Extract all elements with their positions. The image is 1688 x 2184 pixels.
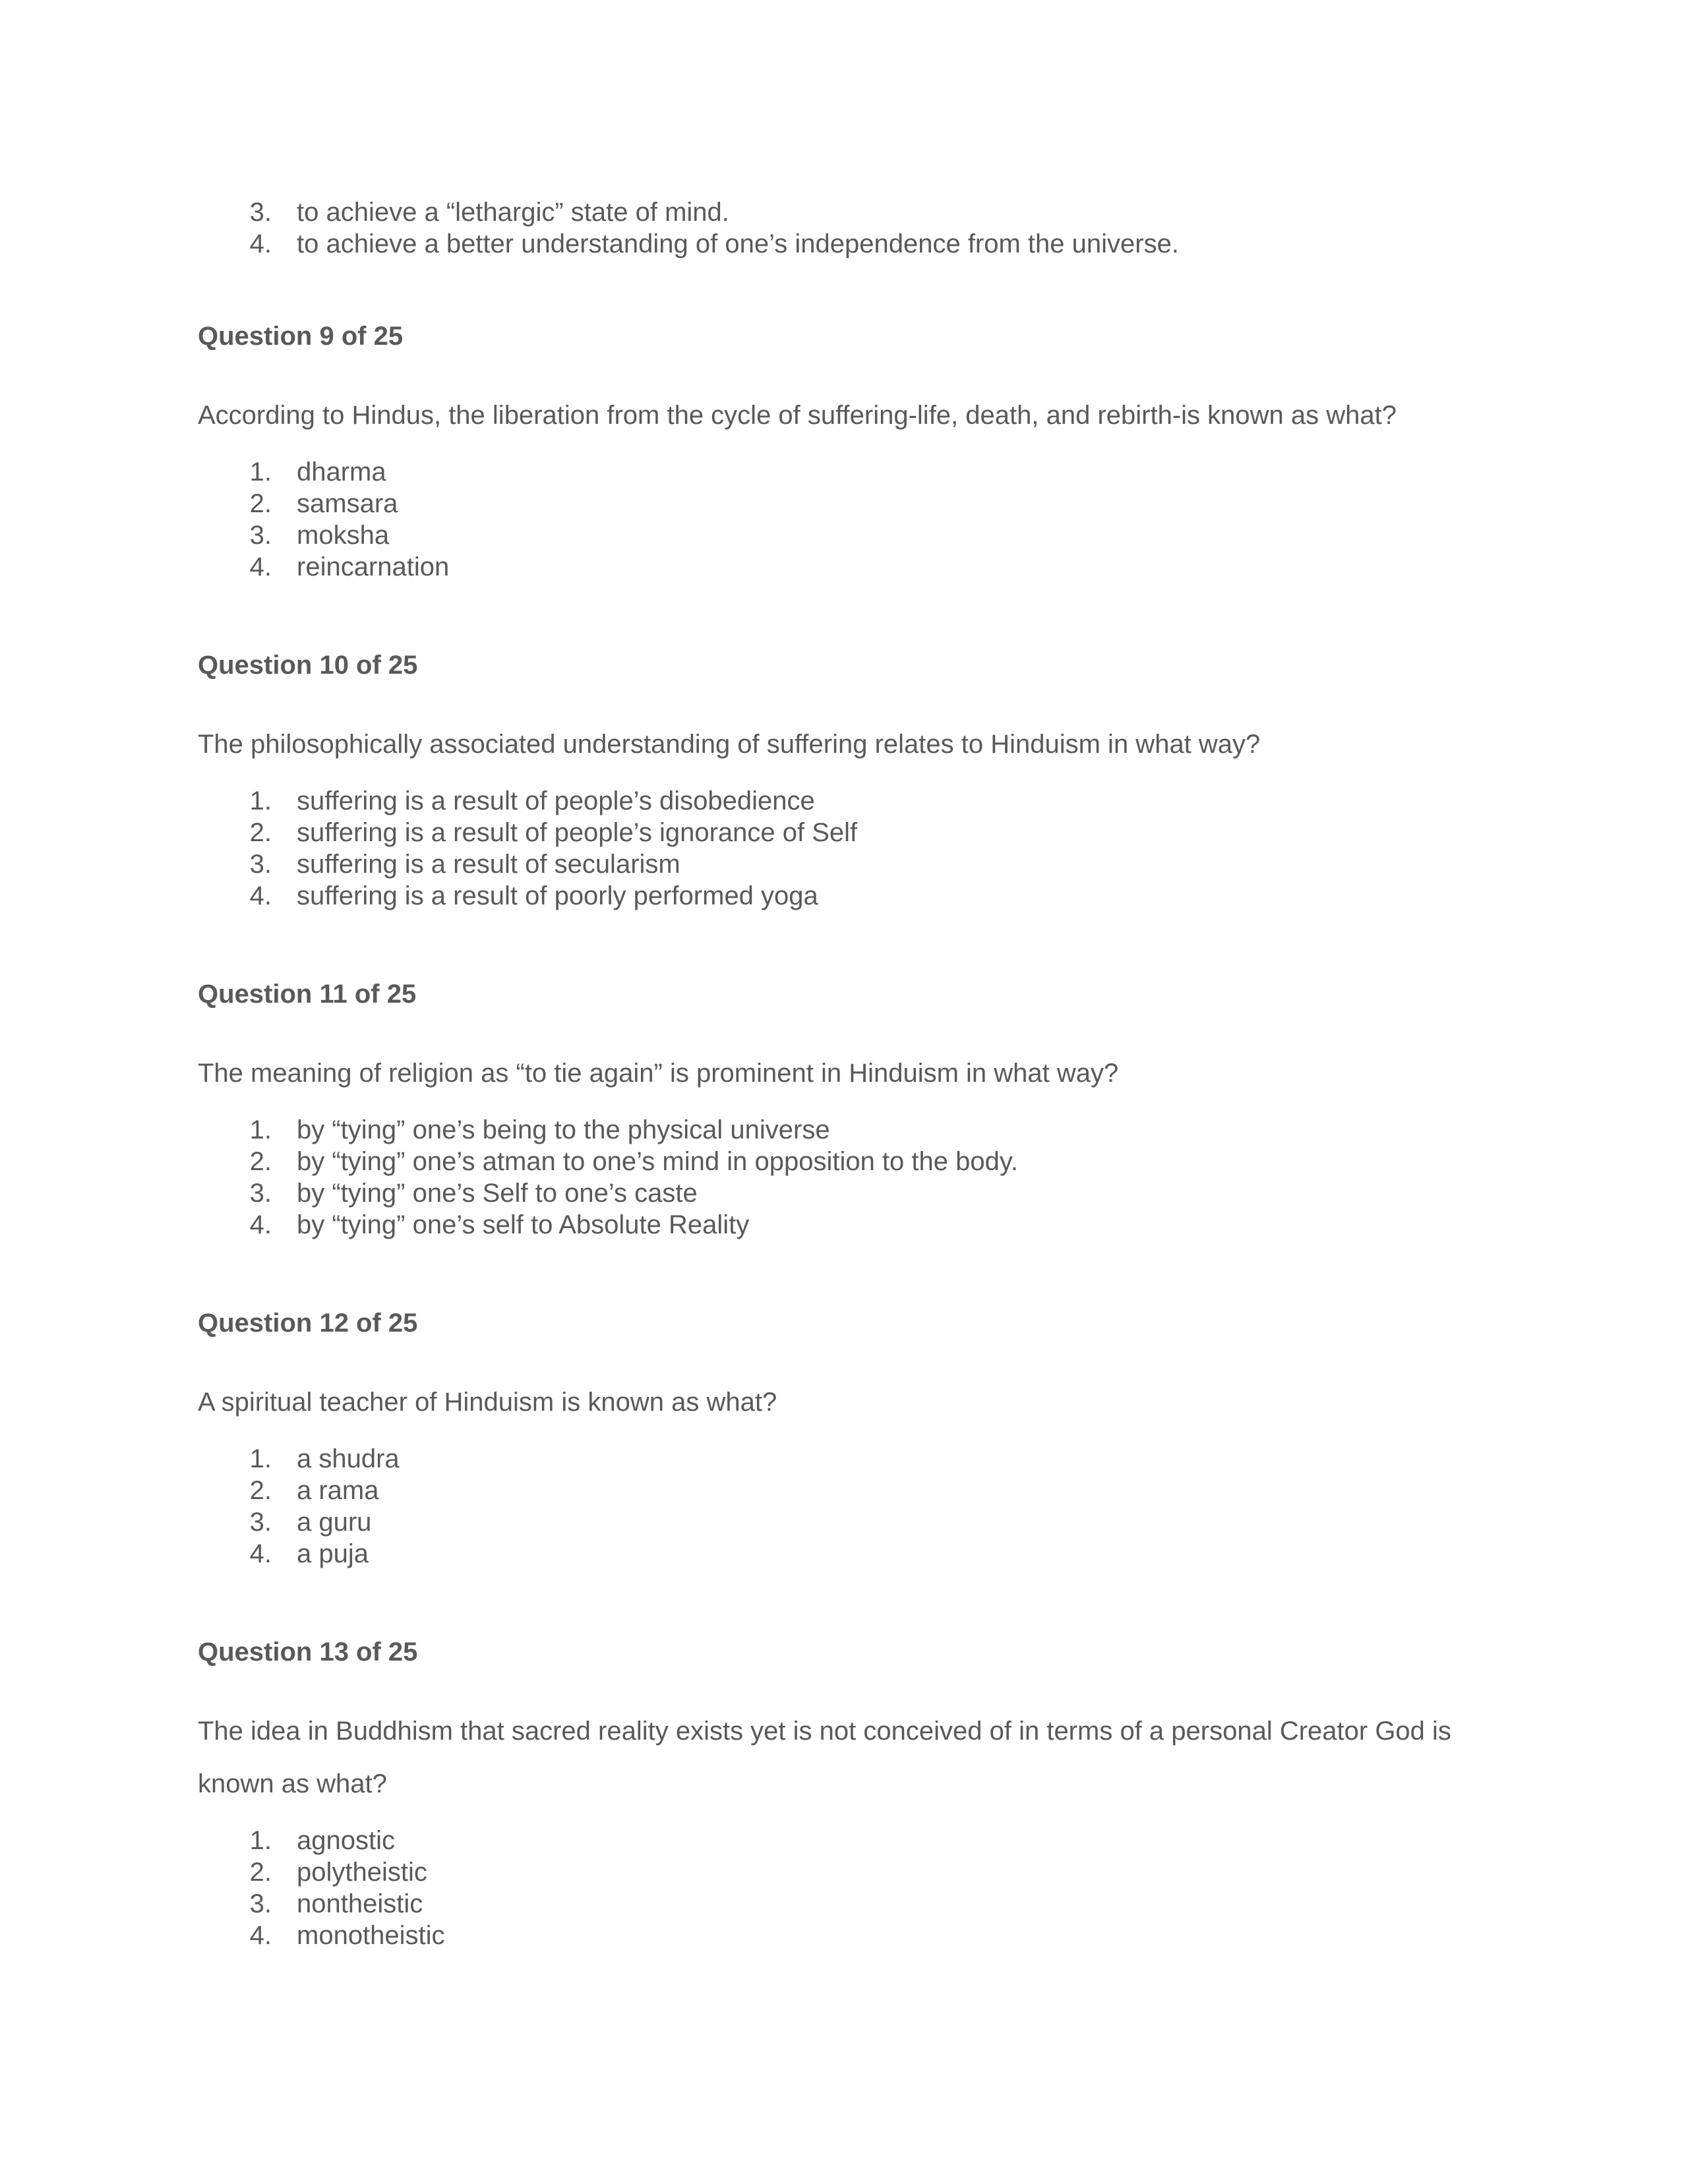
option-item (198, 1443, 1517, 1475)
option-text: by “tying” one’s self to Absolute Reality (297, 1210, 750, 1239)
question-heading: Question 10 of 25 (198, 651, 418, 680)
option-item (198, 1475, 1517, 1506)
option-text: dharma (297, 457, 386, 487)
question-text: The meaning of religion as “to tie again” is prominent in Hinduism in what way? (198, 1059, 1119, 1088)
option-number: 3. (249, 198, 272, 227)
option-list (198, 196, 1517, 260)
option-item (198, 1920, 1517, 1951)
option-text: agnostic (297, 1826, 395, 1855)
option-number: 1. (249, 1444, 272, 1473)
option-item (198, 228, 1517, 260)
option-number: 4. (249, 552, 272, 581)
option-item (198, 196, 1517, 228)
option-text: nontheistic (297, 1889, 423, 1918)
option-number: 3. (249, 521, 272, 550)
option-item (198, 785, 1517, 817)
option-list (198, 785, 1517, 912)
option-number: 1. (249, 457, 272, 487)
option-item (198, 1177, 1517, 1209)
option-item (198, 1506, 1517, 1538)
option-number: 4. (249, 1539, 272, 1568)
option-number: 3. (249, 1889, 272, 1918)
option-text: polytheistic (297, 1858, 427, 1887)
option-number: 3. (249, 1508, 272, 1537)
question-11 (198, 978, 1517, 1241)
option-text: by “tying” one’s atman to one’s mind in opposition to the body. (297, 1147, 1019, 1176)
option-number: 2. (249, 1147, 272, 1176)
option-number: 2. (249, 489, 272, 518)
continued-options (198, 196, 1517, 260)
question-text: According to Hindus, the liberation from the cycle of suffering-life, death, and rebirth-is known as what? (198, 401, 1397, 430)
question-12 (198, 1307, 1517, 1570)
option-text: by “tying” one’s being to the physical universe (297, 1115, 830, 1144)
option-text: a guru (297, 1508, 372, 1537)
option-item (198, 1146, 1517, 1177)
option-item (198, 1538, 1517, 1570)
option-text: suffering is a result of poorly performed yoga (297, 881, 818, 910)
option-item (198, 551, 1517, 583)
option-number: 2. (249, 1858, 272, 1887)
option-item (198, 1856, 1517, 1888)
option-number: 4. (249, 881, 272, 910)
option-item (198, 1825, 1517, 1856)
option-item (198, 880, 1517, 912)
question-10 (198, 649, 1517, 912)
option-text: monotheistic (297, 1921, 445, 1950)
option-item (198, 817, 1517, 848)
question-text: The philosophically associated understanding of suffering relates to Hinduism in what way? (198, 730, 1261, 759)
option-number: 4. (249, 1921, 272, 1950)
option-number: 3. (249, 1179, 272, 1208)
question-text: The idea in Buddhism that sacred reality exists yet is not conceived of in terms of a personal Creator God is known as what? (198, 1717, 1451, 1798)
option-item (198, 848, 1517, 880)
option-number: 4. (249, 229, 272, 258)
option-number: 1. (249, 1826, 272, 1855)
option-text: a puja (297, 1539, 369, 1568)
option-text: to achieve a better understanding of one’s independence from the universe. (297, 229, 1179, 258)
question-13 (198, 1636, 1517, 1951)
question-heading: Question 13 of 25 (198, 1638, 418, 1667)
option-text: moksha (297, 521, 390, 550)
option-text: suffering is a result of secularism (297, 850, 680, 879)
option-text: suffering is a result of people’s ignorance of Self (297, 818, 858, 847)
question-9 (198, 320, 1517, 583)
option-list (198, 1443, 1517, 1570)
question-heading: Question 12 of 25 (198, 1309, 418, 1338)
question-heading: Question 9 of 25 (198, 322, 404, 351)
question-text: A spiritual teacher of Hinduism is known as what? (198, 1388, 777, 1417)
option-number: 1. (249, 1115, 272, 1144)
option-list (198, 456, 1517, 583)
option-item (198, 1888, 1517, 1920)
option-number: 1. (249, 786, 272, 815)
option-text: samsara (297, 489, 398, 518)
option-item (198, 1114, 1517, 1146)
option-text: suffering is a result of people’s disobedience (297, 786, 815, 815)
option-text: by “tying” one’s Self to one’s caste (297, 1179, 698, 1208)
option-number: 2. (249, 818, 272, 847)
option-text: reincarnation (297, 552, 450, 581)
option-item (198, 1209, 1517, 1241)
option-text: to achieve a “lethargic” state of mind. (297, 198, 729, 227)
option-item (198, 488, 1517, 519)
option-number: 2. (249, 1476, 272, 1505)
option-text: a shudra (297, 1444, 400, 1473)
question-heading: Question 11 of 25 (198, 980, 417, 1009)
option-item (198, 519, 1517, 551)
option-item (198, 456, 1517, 488)
option-text: a rama (297, 1476, 379, 1505)
option-number: 3. (249, 850, 272, 879)
option-number: 4. (249, 1210, 272, 1239)
option-list (198, 1825, 1517, 1951)
option-list (198, 1114, 1517, 1241)
